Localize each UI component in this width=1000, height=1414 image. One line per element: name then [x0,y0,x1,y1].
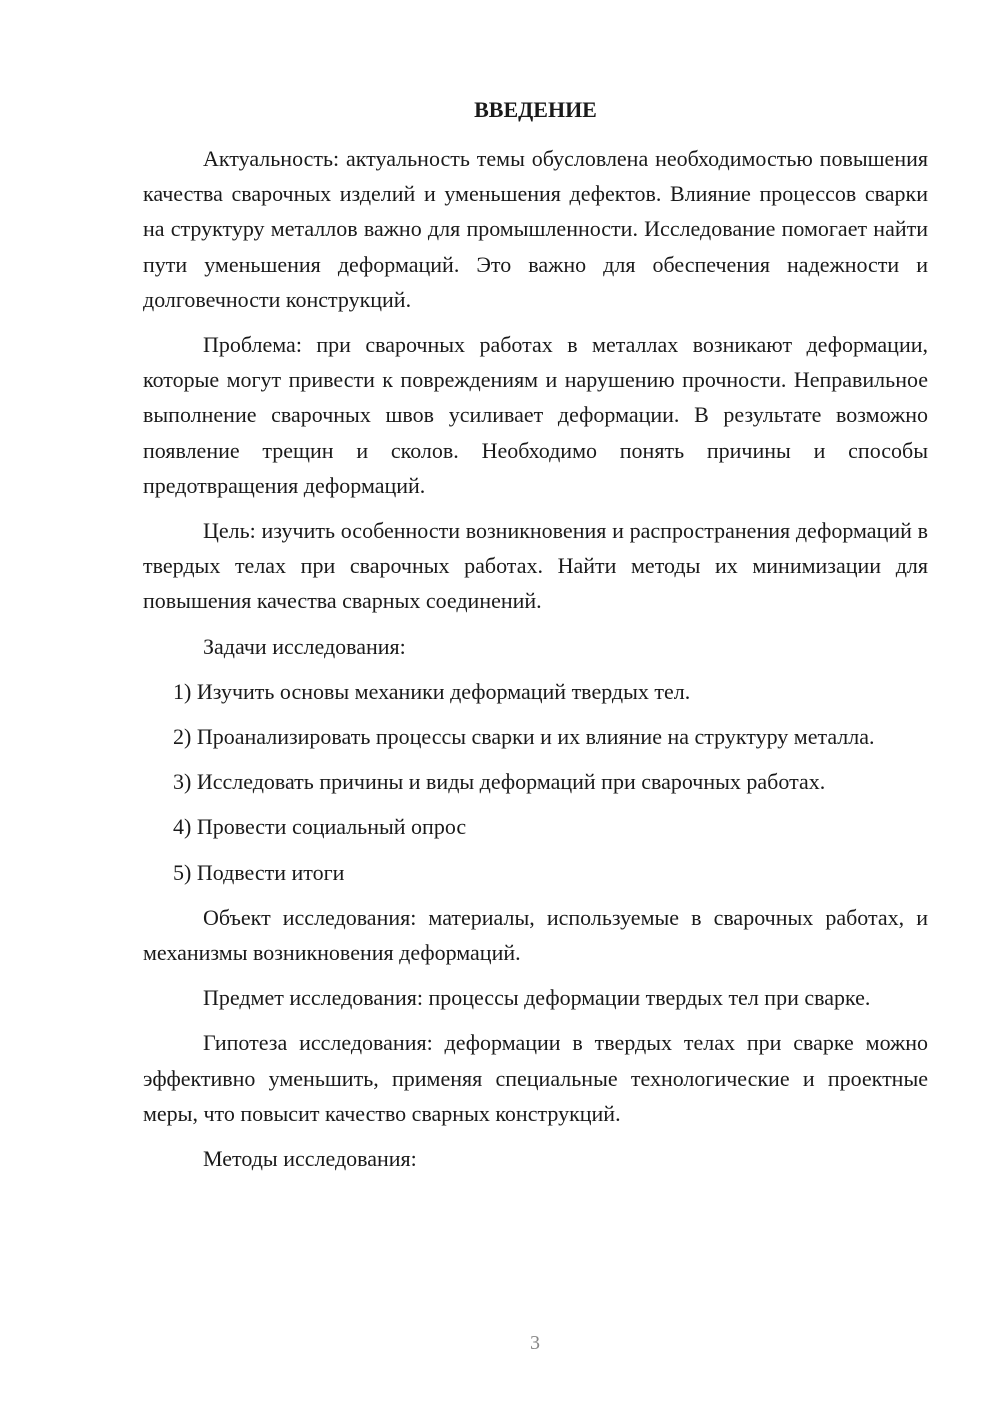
document-page [143,92,928,1186]
problem-paragraph: Проблема: при сварочных работах в металлах возникают деформации, которые могут привести к повреждениям и нарушению прочности. Неправильное выполнение сварочных швов усиливает деформации. В результате возможно появление трещин и сколов. Необходимо понять причины и способы предотвращения деформаций. [143,332,928,498]
goal-paragraph: Цель: изучить особенности возникновения и распространения деформаций в твердых телах при сварочных работах. Найти методы их минимизации для повышения качества сварных соединений. [143,518,928,614]
list-item: 4) Провести социальный опрос [173,814,467,840]
page-number: 3 [530,1332,540,1354]
tasks-heading: Задачи исследования: [203,633,406,659]
list-item: 2) Проанализировать процессы сварки и их влияние на структуру металла. [173,724,875,750]
relevance-paragraph: Актуальность: актуальность темы обусловлена необходимостью повышения качества сварочных изделий и уменьшения дефектов. Влияние процессов сварки на структуру металлов важно для промышленности. Исследование помогает найти пути уменьшения деформаций. Это важно для обеспечения надежности и долговечности конструкций. [143,146,928,312]
object-paragraph: Объект исследования: материалы, используемые в сварочных работах, и механизмы возникновения деформаций. [143,904,928,966]
subject-paragraph: Предмет исследования: процессы деформации твердых тел при сварке. [203,985,871,1011]
methods-heading: Методы исследования: [203,1146,417,1172]
list-item: 5) Подвести итоги [173,859,345,885]
list-item: 1) Изучить основы механики деформаций твердых тел. [173,678,691,704]
page-title: ВВЕДЕНИЕ [474,97,597,122]
list-item: 3) Исследовать причины и виды деформаций при сварочных работах. [173,769,826,795]
tasks-list [143,674,928,890]
hypothesis-paragraph: Гипотеза исследования: деформации в твердых телах при сварке можно эффективно уменьшить, применяя специальные технологические и проектные меры, что повысит качество сварных конструкций. [143,1030,928,1126]
